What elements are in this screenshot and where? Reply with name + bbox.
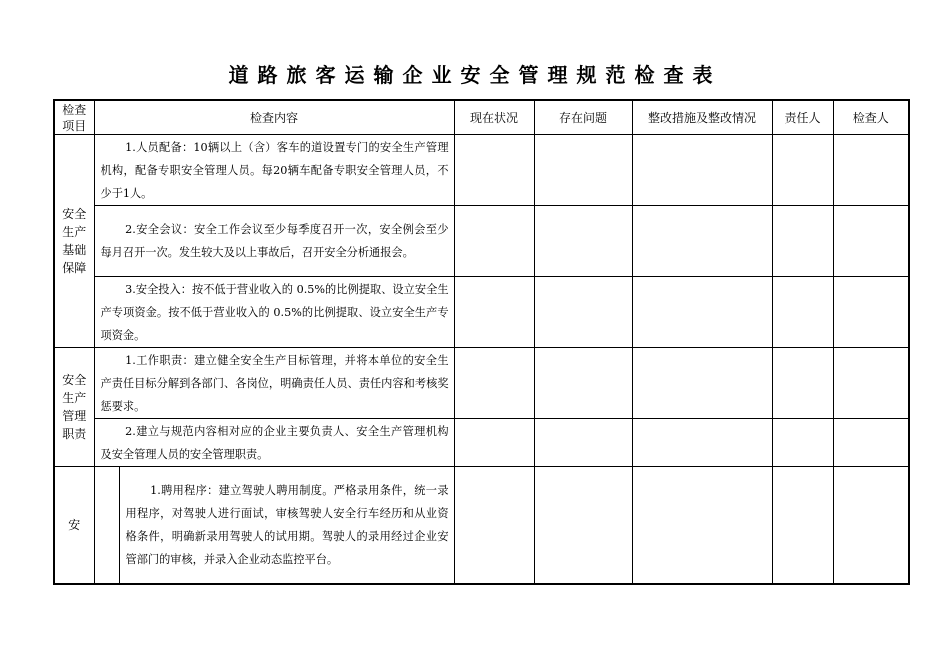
inspection-table — [53, 99, 910, 585]
content-cell: 2.建立与规范内容相对应的企业主要负责人、安全生产管理机构及安全管理人员的安全管理职责。 — [94, 419, 454, 467]
status-cell[interactable] — [454, 348, 534, 419]
table-row — [54, 135, 909, 206]
measures-cell[interactable] — [632, 206, 772, 277]
header-measures: 整改措施及整改情况 — [632, 100, 772, 135]
inspector-cell[interactable] — [833, 348, 909, 419]
content-cell: 1.工作职责：建立健全安全生产目标管理，并将本单位的安全生产责任目标分解到各部门、各岗位，明确责任人员、责任内容和考核奖惩要求。 — [94, 348, 454, 419]
problem-cell[interactable] — [534, 419, 632, 467]
header-inspector: 检查人 — [833, 100, 909, 135]
header-problem: 存在问题 — [534, 100, 632, 135]
measures-cell[interactable] — [632, 135, 772, 206]
header-row — [54, 100, 909, 135]
problem-cell[interactable] — [534, 348, 632, 419]
header-item: 检查项目 — [54, 100, 94, 135]
header-content: 检查内容 — [94, 100, 454, 135]
measures-cell[interactable] — [632, 467, 772, 584]
inspector-cell[interactable] — [833, 467, 909, 584]
measures-cell[interactable] — [632, 277, 772, 348]
responsible-cell[interactable] — [772, 135, 833, 206]
category-cell: 安 — [54, 467, 94, 584]
header-responsible: 责任人 — [772, 100, 833, 135]
problem-cell[interactable] — [534, 467, 632, 584]
content-cell: 2.安全会议：安全工作会议至少每季度召开一次，安全例会至少每月召开一次。发生较大及以上事故后，召开安全分析通报会。 — [94, 206, 454, 277]
category-cell: 安全生产管理职责 — [54, 348, 94, 467]
responsible-cell[interactable] — [772, 419, 833, 467]
table-row — [54, 348, 909, 419]
status-cell[interactable] — [454, 419, 534, 467]
table-row — [54, 277, 909, 348]
measures-cell[interactable] — [632, 348, 772, 419]
content-cell: 1.聘用程序：建立驾驶人聘用制度。严格录用条件，统一录用程序，对驾驶人进行面试，审核驾驶人安全行车经历和从业资格条件，明确新录用驾驶人的试用期。驾驶人的录用经过企业安管部门的审核，并录入企业动态监控平台。 — [119, 467, 454, 584]
measures-cell[interactable] — [632, 419, 772, 467]
content-cell: 1.人员配备：10辆以上（含）客车的道设置专门的安全生产管理机构，配备专职安全管理人员。每20辆车配备专职安全管理人员，不少于1人。 — [94, 135, 454, 206]
problem-cell[interactable] — [534, 277, 632, 348]
responsible-cell[interactable] — [772, 277, 833, 348]
table-row — [54, 467, 909, 584]
inspector-cell[interactable] — [833, 206, 909, 277]
content-cell: 3.安全投入：按不低于营业收入的 0.5%的比例提取、设立安全生产专项资金。按不低于营业收入的 0.5%的比例提取、设立安全生产专项资金。 — [94, 277, 454, 348]
responsible-cell[interactable] — [772, 467, 833, 584]
status-cell[interactable] — [454, 135, 534, 206]
inspector-cell[interactable] — [833, 135, 909, 206]
status-cell[interactable] — [454, 467, 534, 584]
category-cell: 安全生产基础保障 — [54, 135, 94, 348]
table-row — [54, 419, 909, 467]
subcategory-cell — [94, 467, 119, 584]
status-cell[interactable] — [454, 277, 534, 348]
status-cell[interactable] — [454, 206, 534, 277]
header-status: 现在状况 — [454, 100, 534, 135]
responsible-cell[interactable] — [772, 348, 833, 419]
inspector-cell[interactable] — [833, 419, 909, 467]
page-title: 道路旅客运输企业安全管理规范检查表 — [228, 63, 722, 87]
table-row — [54, 206, 909, 277]
inspector-cell[interactable] — [833, 277, 909, 348]
responsible-cell[interactable] — [772, 206, 833, 277]
problem-cell[interactable] — [534, 206, 632, 277]
problem-cell[interactable] — [534, 135, 632, 206]
